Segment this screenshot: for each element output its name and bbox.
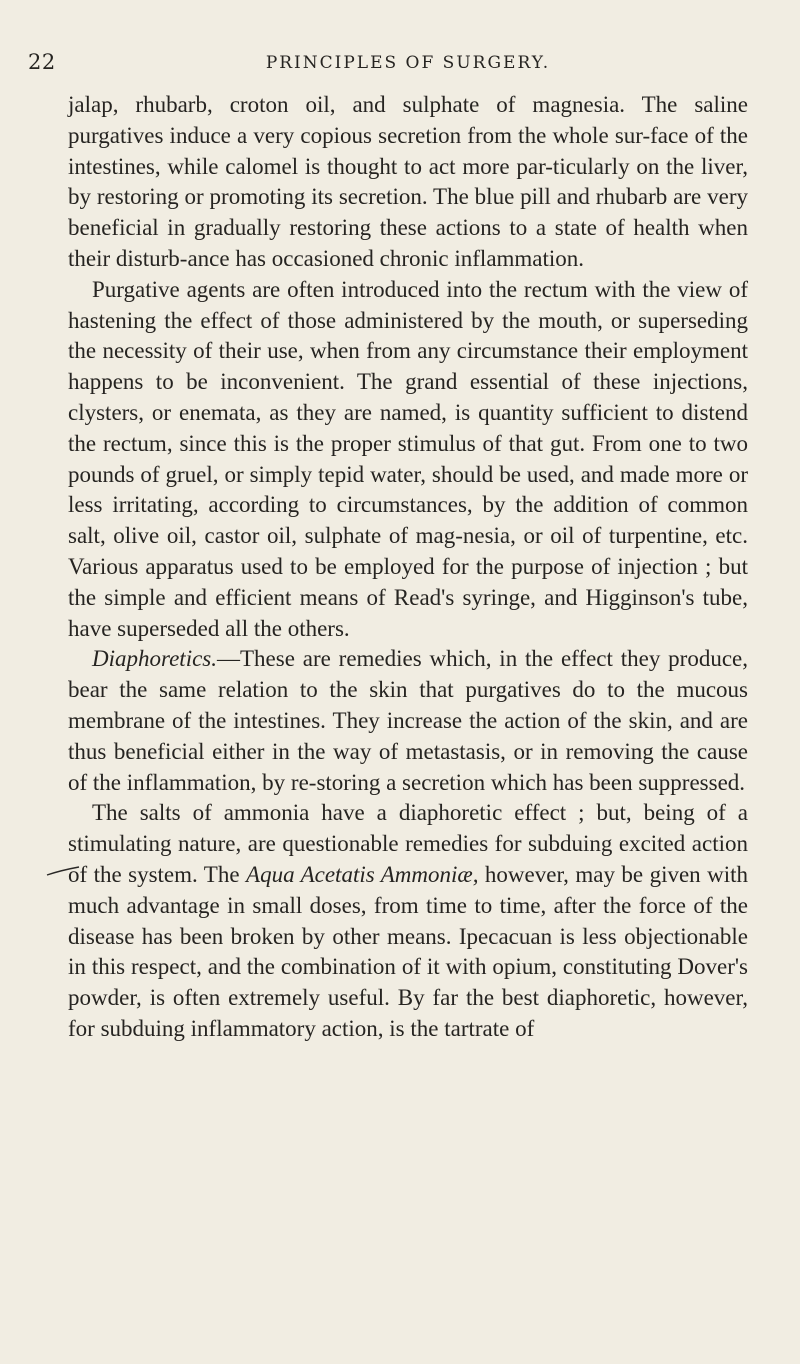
section-heading-diaphoretics: Diaphoretics. (92, 646, 217, 672)
paragraph-text-before: The salts of ammonia have a diaphoretic effect ; but, being of a stimulating nature, are questionable remedies for subduing excited action of the system. The (68, 800, 748, 887)
paragraph-diaphoretics (68, 644, 748, 798)
page-header (28, 50, 768, 80)
paragraph-enemata (68, 275, 748, 645)
paragraph-purgatives (68, 90, 748, 275)
paragraph-text: jalap, rhubarb, croton oil, and sulphate of magnesia. The saline purgatives induce a very copious secretion from the whole sur-face of the intestines, while calomel is thought to act more par-ticularly on the liver, by restoring or promoting its secretion. The blue pill and rhubarb are very beneficial in gradually restoring these actions to a state of health when their disturb-ance has occasioned chronic inflammation. (68, 92, 748, 271)
paragraph-text: Purgative agents are often introduced into the rectum with the view of hastening the effect of those administered by the mouth, or superseding the necessity of their use, when from any circumstance their employment happens to be inconvenient. The grand essential of these injections, clysters, or enemata, as they are named, is quantity sufficient to distend the rectum, since this is the proper stimulus of that gut. From one to two pounds of gruel, or simply tepid water, should be used, and made more or less irritating, according to circumstances, by the addition of common salt, olive oil, castor oil, sulphate of mag-nesia, or oil of turpentine, etc. Various apparatus used to be employed for the purpose of injection ; but the simple and efficient means of Read's syringe, and Higginson's tube, have superseded all the others. (68, 276, 748, 641)
latin-term: Aqua Acetatis Ammoniæ, (246, 861, 479, 887)
running-title: PRINCIPLES OF SURGERY. (265, 53, 551, 73)
paragraph-text-after: however, may be given with much advantage in small doses, from time to time, after the force of the disease has been broken by other means. Ipecacuan is less objectionable in this respect, and the combination of it with opium, constituting Dover's powder, is often extremely useful. By far the best diaphoretic, however, for subduing inflammatory action, is the tartrate of (68, 861, 748, 1041)
page-number: 22 (28, 50, 56, 74)
paragraph-text: —These are remedies which, in the effect they produce, bear the same relation to the skin that purgatives do to the mucous membrane of the intestines. They increase the action of the skin, and are thus beneficial either in the way of metastasis, or in removing the cause of the inflammation, by re-storing a secretion which has been suppressed. (68, 646, 748, 795)
body-text (68, 90, 748, 1045)
paragraph-ammonia (68, 798, 748, 1044)
